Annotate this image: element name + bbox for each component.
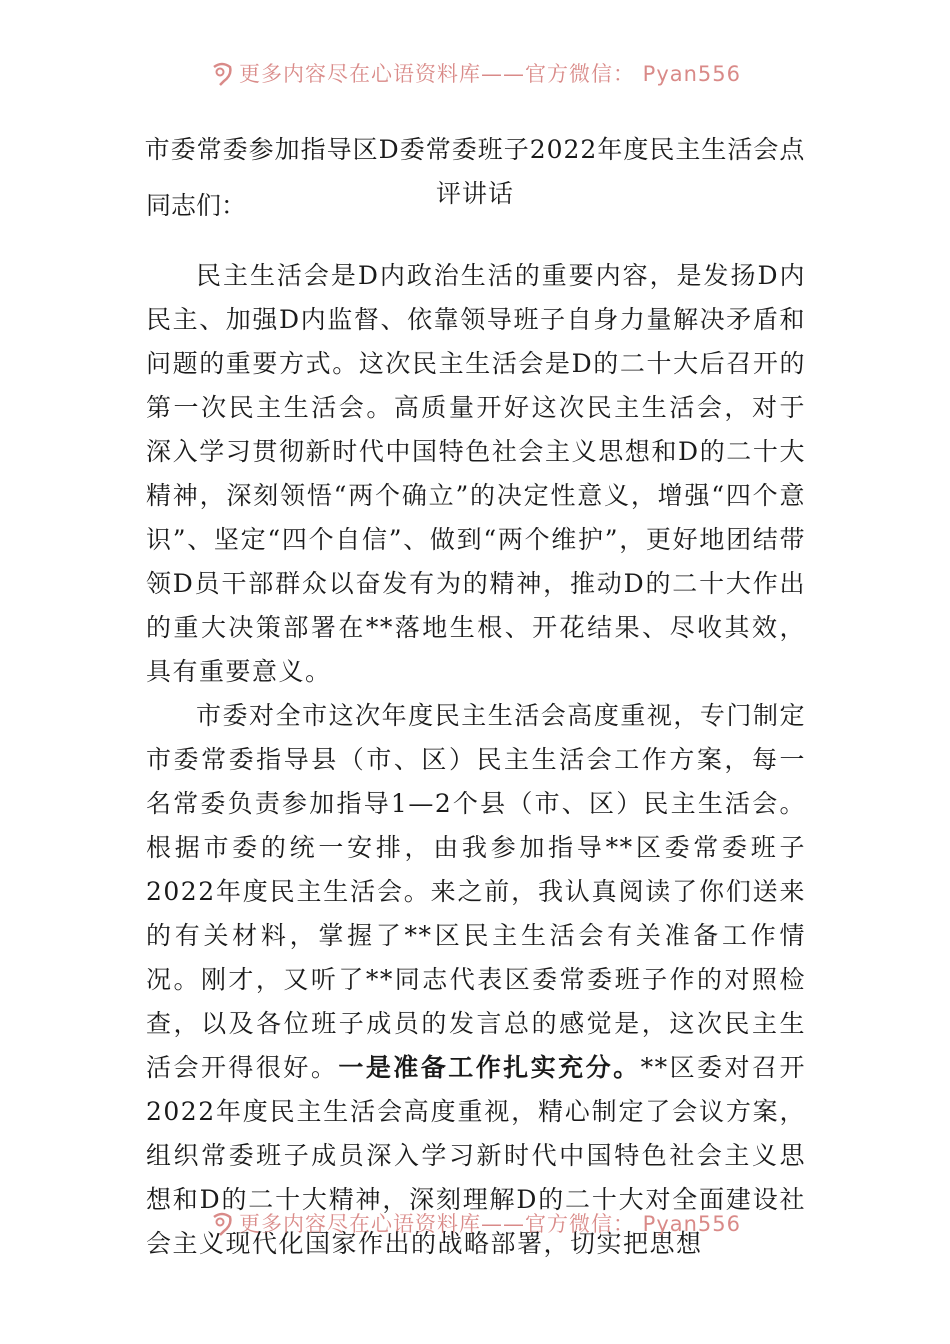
paragraph-1: 民主生活会是D内政治生活的重要内容，是发扬D内民主、加强D内监督、依靠领导班子自身力量解决矛盾和问题的重要方式。这次民主生活会是D的二十大后召开的第一次民主生活会。高质量开好这次民主生活会，对于深入学习贯彻新时代中国特色社会主义思想和D的二十大精神，深刻领悟“两个确立”的决定性意义，增强“四个意识”、坚定“四个自信”、做到“两个维护”，更好地团结带领D员干部群众以奋发有为的精神，推动D的二十大作出的重大决策部署在**落地生根、开花结果、尽收其效，具有重要意义。 — [146, 261, 806, 686]
document-title: 市委常委参加指导区D委常委班子2022年度民主生活会点评讲话 — [144, 135, 806, 208]
paragraph-2-text-a: 市委对全市这次年度民主生活会高度重视，专门制定市委常委指导县（市、区）民主生活会工作方案，每一名常委负责参加指导1—2个县（市、区）民主生活会。根据市委的统一安排，由我参加指导**区委常委班子2022年度民主生活会。来之前，我认真阅读了你们送来的有关材料，掌握了**区民主生活会有关准备工作情况。刚才，又听了**同志代表区委常委班子作的对照检查，以及各位班子成员的发言总的感觉是，这次民主生活会开得很好。 — [146, 701, 806, 1082]
salutation: 同志们： — [146, 191, 247, 220]
watermark-banner-bottom — [0, 1208, 950, 1238]
watermark-banner-top — [0, 58, 950, 88]
paragraph-2-text-b: **区委对召开2022年度民主生活会高度重视，精心制定了会议方案，组织常委班子成员深入学习新时代中国特色社会主义思想和D的二十大精神，深刻理解D的二十大对全面建设社会主义现代化国家作出的战略部署，切实把思想 — [146, 1053, 806, 1258]
logo-icon — [209, 60, 235, 86]
logo-icon — [209, 1210, 235, 1236]
paragraph-2-bold-heading: 一是准备工作扎实充分。 — [338, 1053, 641, 1082]
banner-text: 更多内容尽在心语资料库——官方微信： Pyan556 — [238, 62, 742, 86]
paragraph-2 — [146, 694, 806, 1266]
banner-text: 更多内容尽在心语资料库——官方微信： Pyan556 — [238, 1212, 742, 1236]
document-body — [146, 254, 806, 1266]
